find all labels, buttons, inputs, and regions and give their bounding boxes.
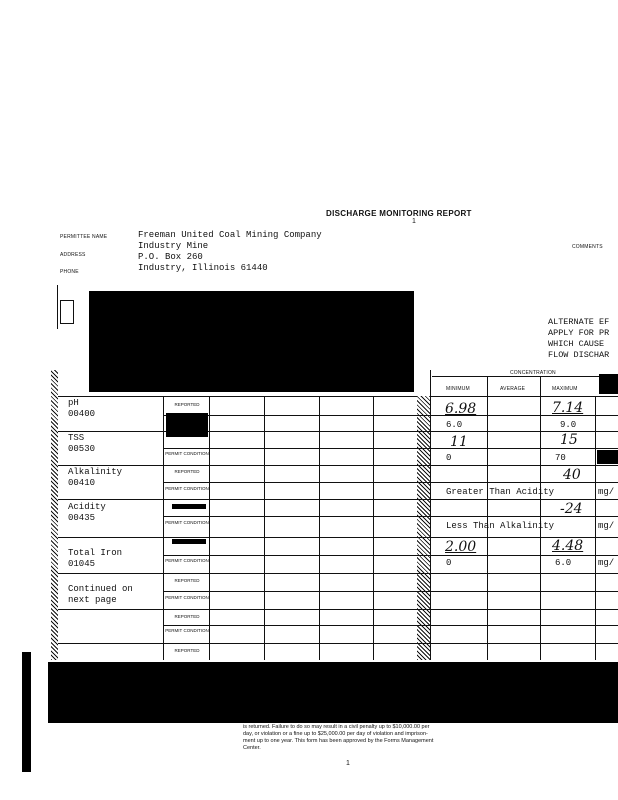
iron-units: mg/ (598, 558, 615, 568)
permittee-address: P.O. Box 260 (138, 252, 203, 262)
tss-permit-max: 70 (555, 453, 566, 463)
side-note-line: WHICH CAUSE (548, 339, 605, 349)
address-label: ADDRESS (60, 252, 86, 258)
parameter-name: pH (68, 398, 79, 408)
row-label-reported: REPORTED (174, 648, 200, 653)
row-label-permit: PERMIT CONDITION (165, 595, 209, 600)
continued-line: Continued on (68, 584, 133, 594)
permittee-label: PERMITTEE NAME (60, 234, 108, 240)
continued-line: next page (68, 595, 117, 605)
row-label-reported: REPORTED (174, 578, 200, 583)
parameter-code: 00400 (68, 409, 96, 419)
permittee-name: Freeman United Coal Mining Company (138, 230, 322, 240)
left-shaded-strip (51, 370, 58, 660)
acidity-permit-text: Less Than Alkalinity (446, 521, 555, 531)
parameter-acidity (68, 502, 106, 524)
redaction-top (89, 291, 414, 392)
redaction-cell-3 (172, 539, 206, 544)
redaction-bottom (48, 662, 618, 723)
alkalinity-permit-text: Greater Than Acidity (446, 487, 555, 497)
parameter-name: Total Iron (68, 548, 123, 558)
ph-reported-min: 6.98 (445, 401, 477, 417)
row-label-reported: REPORTED (174, 614, 200, 619)
tss-reported-max: 15 (560, 432, 578, 448)
parameter-name: Alkalinity (68, 467, 123, 477)
parameter-code: 00435 (68, 513, 96, 523)
parameter-tss (68, 433, 95, 455)
footer-text (243, 724, 523, 752)
phone-label: PHONE (60, 269, 79, 275)
parameter-ph (68, 398, 95, 420)
tss-permit-min: 0 (446, 453, 452, 463)
side-note-line: ALTERNATE EF (548, 317, 610, 327)
page-mark-bottom: 1 (346, 760, 350, 767)
parameter-code: 00410 (68, 478, 96, 488)
row-label-permit: PERMIT CONDITION (165, 628, 209, 633)
parameter-code: 01045 (68, 559, 96, 569)
tss-black-marker (597, 450, 618, 464)
side-note (548, 317, 609, 361)
concentration-label: CONCENTRATION (510, 370, 556, 376)
redaction-cell-2 (172, 504, 206, 509)
permittee-city: Industry, Illinois 61440 (138, 263, 268, 273)
iron-reported-max: 4.48 (552, 538, 584, 554)
concentration-header (432, 368, 602, 396)
parameter-name: Acidity (68, 502, 106, 512)
redaction-cell-1 (166, 413, 208, 437)
row-label-permit: PERMIT CONDITION (165, 486, 209, 491)
row-label-permit: PERMIT CONDITION (165, 520, 209, 525)
iron-permit-max: 6.0 (555, 558, 572, 568)
parameter-total-iron (68, 548, 122, 570)
maximum-label: MAXIMUM (552, 386, 578, 392)
row-label-permit: PERMIT CONDITION (165, 451, 209, 456)
footer-line: Center. (243, 745, 261, 751)
ph-reported-max: 7.14 (552, 400, 584, 416)
footer-line: is returned. Failure to do so may result in a civil penalty up to $10,000.00 per (243, 724, 430, 730)
permittee-block (138, 230, 322, 274)
row-label-reported: REPORTED (174, 402, 200, 407)
iron-reported-min: 2.00 (445, 539, 477, 555)
acidity-reported-max: -24 (560, 501, 583, 517)
row-label-permit: PERMIT CONDITION (165, 558, 209, 563)
tss-reported-min: 11 (450, 434, 468, 450)
continued-note (68, 584, 133, 606)
alkalinity-units: mg/ (598, 487, 615, 497)
permittee-facility: Industry Mine (138, 241, 209, 251)
side-note-line: FLOW DISCHAR (548, 350, 610, 360)
id-box (60, 300, 74, 324)
header-black-block (599, 374, 618, 394)
id-box-bracket (57, 285, 58, 329)
side-note-line: APPLY FOR PR (548, 328, 610, 338)
ph-permit-max: 9.0 (560, 420, 577, 430)
redaction-left-bar (22, 652, 31, 772)
parameter-alkalinity (68, 467, 122, 489)
center-shaded-strip (417, 396, 430, 660)
form-title: DISCHARGE MONITORING REPORT (326, 209, 472, 218)
parameter-code: 00530 (68, 444, 96, 454)
footer-line: day, or violation or a fine up to $25,000.00 per day of violation and imprison- (243, 731, 428, 737)
comments-label: COMMENTS (572, 244, 603, 250)
page-mark-top: 1 (412, 218, 416, 225)
alkalinity-reported-max: 40 (563, 467, 581, 483)
average-label: AVERAGE (500, 386, 526, 392)
minimum-label: MINIMUM (446, 386, 470, 392)
row-label-reported: REPORTED (174, 469, 200, 474)
footer-line: ment up to one year. This form has been approved by the Forms Management (243, 738, 434, 744)
acidity-units: mg/ (598, 521, 615, 531)
parameter-name: TSS (68, 433, 85, 443)
table-top-border (58, 396, 618, 397)
iron-permit-min: 0 (446, 558, 452, 568)
ph-permit-min: 6.0 (446, 420, 463, 430)
